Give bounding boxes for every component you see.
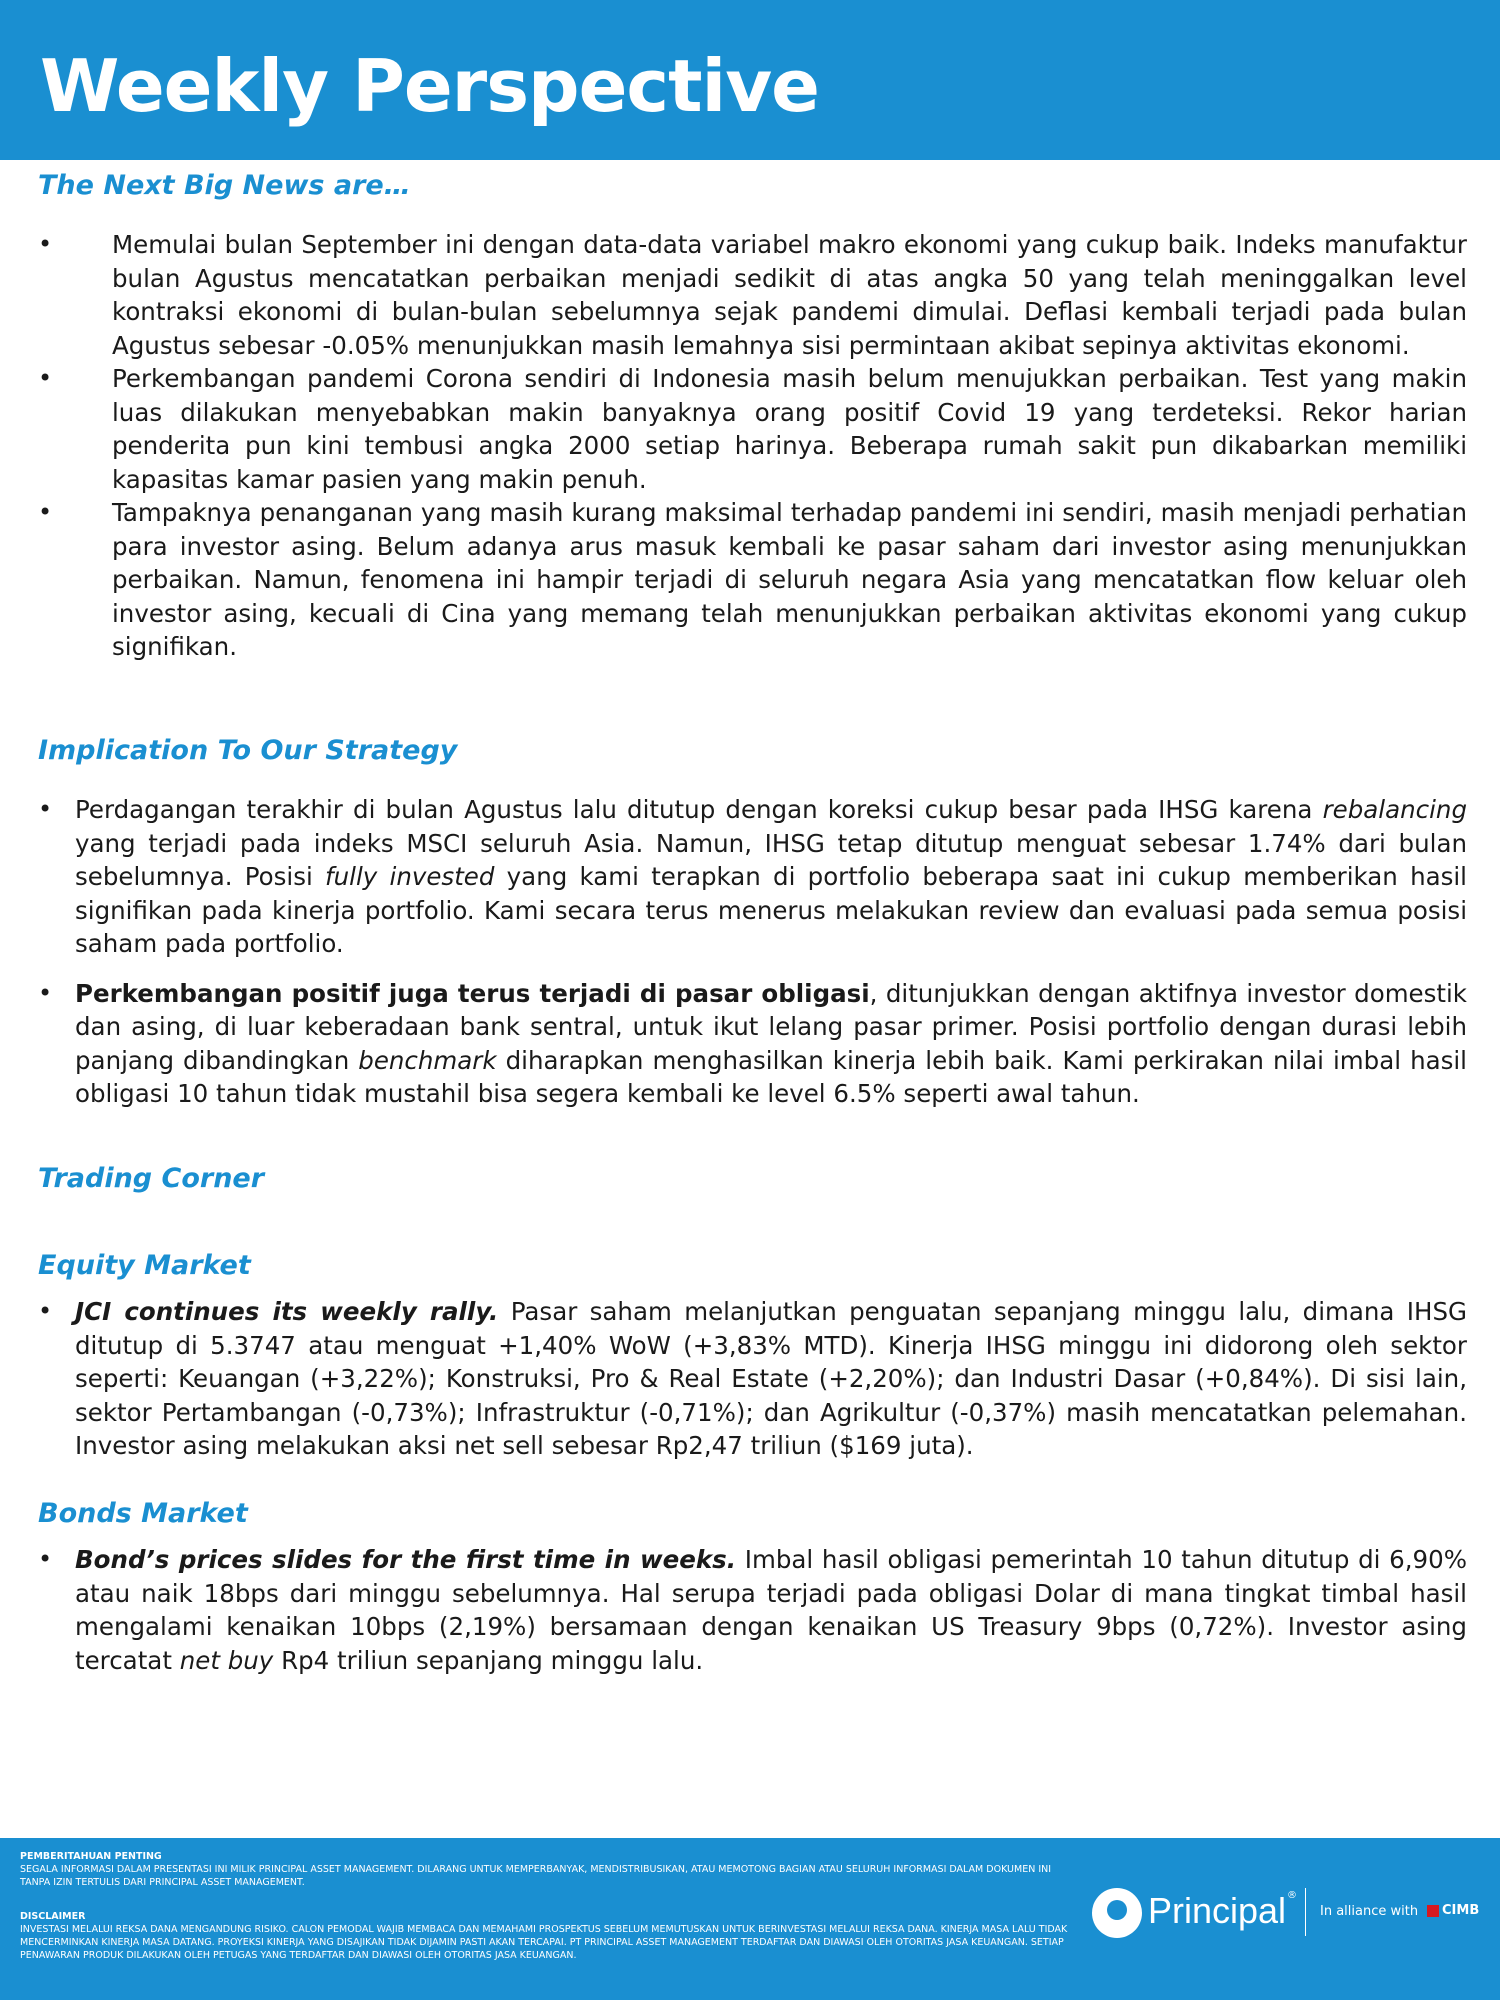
disclaimer-title: DISCLAIMER [20,1911,86,1922]
equity-lead: JCI continues its weekly rally. [75,1297,499,1326]
section-title-big-news: The Next Big News are… [38,170,411,201]
principal-mark-icon [1092,1888,1142,1938]
alliance-text: In alliance with [1320,1904,1419,1919]
bullet-text: Tampaknya penanganan yang masih kurang maksimal terhadap pandemi ini sendiri, masih menjadi perhatian para investor asing. Belum adanya arus masuk kembali ke pasar saham dari investor asing menunjukkan perbaikan. Namun, fenomena ini hampir terjadi di seluruh negara Asia yang mencatatkan flow keluar oleh investor asing, kecuali di Cina yang memang telah menunjukkan perbaikan aktivitas ekonomi yang cukup signifikan. [112,498,1467,661]
bullet-text: Perkembangan pandemi Corona sendiri di Indonesia masih belum menujukkan perbaikan. Test yang makin luas dilakukan menyebabkan makin banyaknya orang positif Covid 19 yang terdeteksi. Rekor harian penderita pun kini tembusi angka 2000 setiap harinya. Beberapa rumah sakit pun dikabarkan memiliki kapasitas kamar pasien yang makin penuh. [112,364,1467,494]
important-notice [20,1850,1080,1889]
implication-text-3: yang kami terapkan di portfolio beberapa saat ini cukup memberikan hasil signifikan pada kinerja portfolio. Kami secara terus menerus melakukan review dan evaluasi pada semua posisi saham pada portfolio. [75,862,1467,958]
principal-logo [1092,1884,1482,1944]
section-title-implication: Implication To Our Strategy [38,735,458,766]
bullet-dot: • [38,230,53,258]
bullet-text: Memulai bulan September ini dengan data-data variabel makro ekonomi yang cukup baik. Indeks manufaktur bulan Agustus mencatatkan perbaikan menjadi sedikit di atas angka 50 yang telah meninggalkan level kontraksi ekonomi di bulan-bulan sebelumnya sejak pandemi dimulai. Deflasi kembali terjadi pada bulan Agustus sebesar -0.05% menunjukkan masih lemahnya sisi permintaan akibat sepinya aktivitas ekonomi. [112,230,1467,360]
bonds-lead: Bond’s prices slides for the first time in weeks. [75,1545,737,1574]
list-item [38,228,1467,362]
emphasis-fully-invested: fully invested [325,862,495,891]
cimb-icon [1427,1905,1439,1917]
bullet-dot: • [38,1297,53,1325]
list-item [38,977,1467,1111]
list-item [38,362,1467,496]
bullet-dot: • [38,1545,53,1573]
section-title-equity: Equity Market [38,1250,251,1281]
disclaimer-text: INVESTASI MELALUI REKSA DANA MENGANDUNG RISIKO. CALON PEMODAL WAJIB MEMBACA DAN MEMAHAMI PROSPEKTUS SEBELUM MEMUTUSKAN UNTUK BERINVESTASI MELALUI REKSA DANA. KINERJA MASA LALU TIDAK MENCERMINKAN KINERJA MASA DATANG. PROYEKSI KINERJA YANG DISAJIKAN TIDAK DIJAMIN PASTI AKAN TERCAPAI. PT PRINCIPAL ASSET MANAGEMENT TERDAFTAR DAN DIAWASI OLEH OTORITAS JASA KEUANGAN. SETIAP PENAWARAN PRODUK DILAKUKAN OLEH PETUGAS YANG TERDAFTAR DAN DIAWASI OLEH OTORITAS JASA KEUANGAN. [20,1924,1068,1961]
implication-list [38,793,1467,1111]
section-title-trading-corner: Trading Corner [38,1163,265,1194]
brand-name: Principal [1148,1890,1287,1931]
emphasis-rebalancing: rebalancing [1322,795,1467,824]
page-title: Weekly Perspective [40,44,819,128]
equity-list [38,1295,1467,1463]
emphasis-benchmark: benchmark [358,1045,497,1075]
big-news-list [38,228,1467,664]
list-item [38,496,1467,664]
list-item [38,1543,1467,1677]
partner-name: CIMB [1442,1903,1480,1918]
section-title-bonds: Bonds Market [38,1498,248,1529]
notice-title: PEMBERITAHUAN PENTING [20,1851,162,1862]
bullet-dot: • [38,978,53,1007]
implication-text-1: Perdagangan terakhir di bulan Agustus lalu ditutup dengan koreksi cukup besar pada IHSG karena [75,795,1323,824]
registered-mark: ® [1287,1890,1297,1901]
bonds-list [38,1543,1467,1677]
list-item [38,1295,1467,1463]
bullet-dot: • [38,498,53,526]
equity-text: Pasar saham melanjutkan penguatan sepanjang minggu lalu, dimana IHSG ditutup di 5.3747 atau menguat +1,40% WoW (+3,83% MTD). Kinerja IHSG minggu ini didorong oleh sektor seperti: Keuangan (+3,22%); Konstruksi, Pro & Real Estate (+2,20%); dan Industri Dasar (+0,84%). Di sisi lain, sektor Pertambangan (-0,73%); Infrastruktur (-0,71%); dan Agrikultur (-0,37%) masih mencatatkan pelemahan. Investor asing melakukan aksi net sell sebesar Rp2,47 triliun ($169 juta). [75,1297,1467,1460]
implication-text-4: , ditunjukkan dengan aktifnya investor domestik dan asing, di luar keberadaan bank sentral, untuk ikut lelang pasar primer. Posisi portfolio dengan durasi lebih panjang dibandingkan [75,978,1467,1075]
bullet-dot: • [38,795,53,823]
implication-text-2: yang terjadi pada indeks MSCI seluruh Asia. Namun, IHSG tetap ditutup menguat sebesar 1.74% dari bulan sebelumnya. Posisi [75,828,1467,891]
emphasis-net-buy: net buy [179,1645,274,1675]
bond-positive-lead: Perkembangan positif juga terus terjadi di pasar obligasi [75,978,870,1008]
bonds-text-1: Imbal hasil obligasi pemerintah 10 tahun ditutup di 6,90% atau naik 18bps dari minggu sebelumnya. Hal serupa terjadi pada obligasi Dolar di mana tingkat timbal hasil mengalami kenaikan 10bps (2,19%) bersamaan dengan kenaikan US Treasury 9bps (0,72%). Investor asing tercatat [75,1545,1467,1675]
notice-text: SEGALA INFORMASI DALAM PRESENTASI INI MILIK PRINCIPAL ASSET MANAGEMENT. DILARANG UNTUK MEMPERBANYAK, MENDISTRIBUSIKAN, ATAU MEMOTONG BAGIAN ATAU SELURUH INFORMASI DALAM DOKUMEN INI TANPA IZIN TERTULIS DARI PRINCIPAL ASSET MANAGEMENT. [20,1864,1052,1888]
bonds-text-2: Rp4 triliun sepanjang minggu lalu. [273,1645,704,1675]
bullet-dot: • [38,364,53,392]
list-item [38,793,1467,961]
disclaimer [20,1910,1080,1962]
implication-text-5: diharapkan menghasilkan kinerja lebih baik. Kami perkirakan nilai imbal hasil obligasi 10 tahun tidak mustahil bisa segera kembali ke level 6.5% seperti awal tahun. [75,1045,1467,1108]
footer [0,1838,1500,2000]
header-banner [0,0,1500,160]
logo-divider [1305,1888,1306,1936]
